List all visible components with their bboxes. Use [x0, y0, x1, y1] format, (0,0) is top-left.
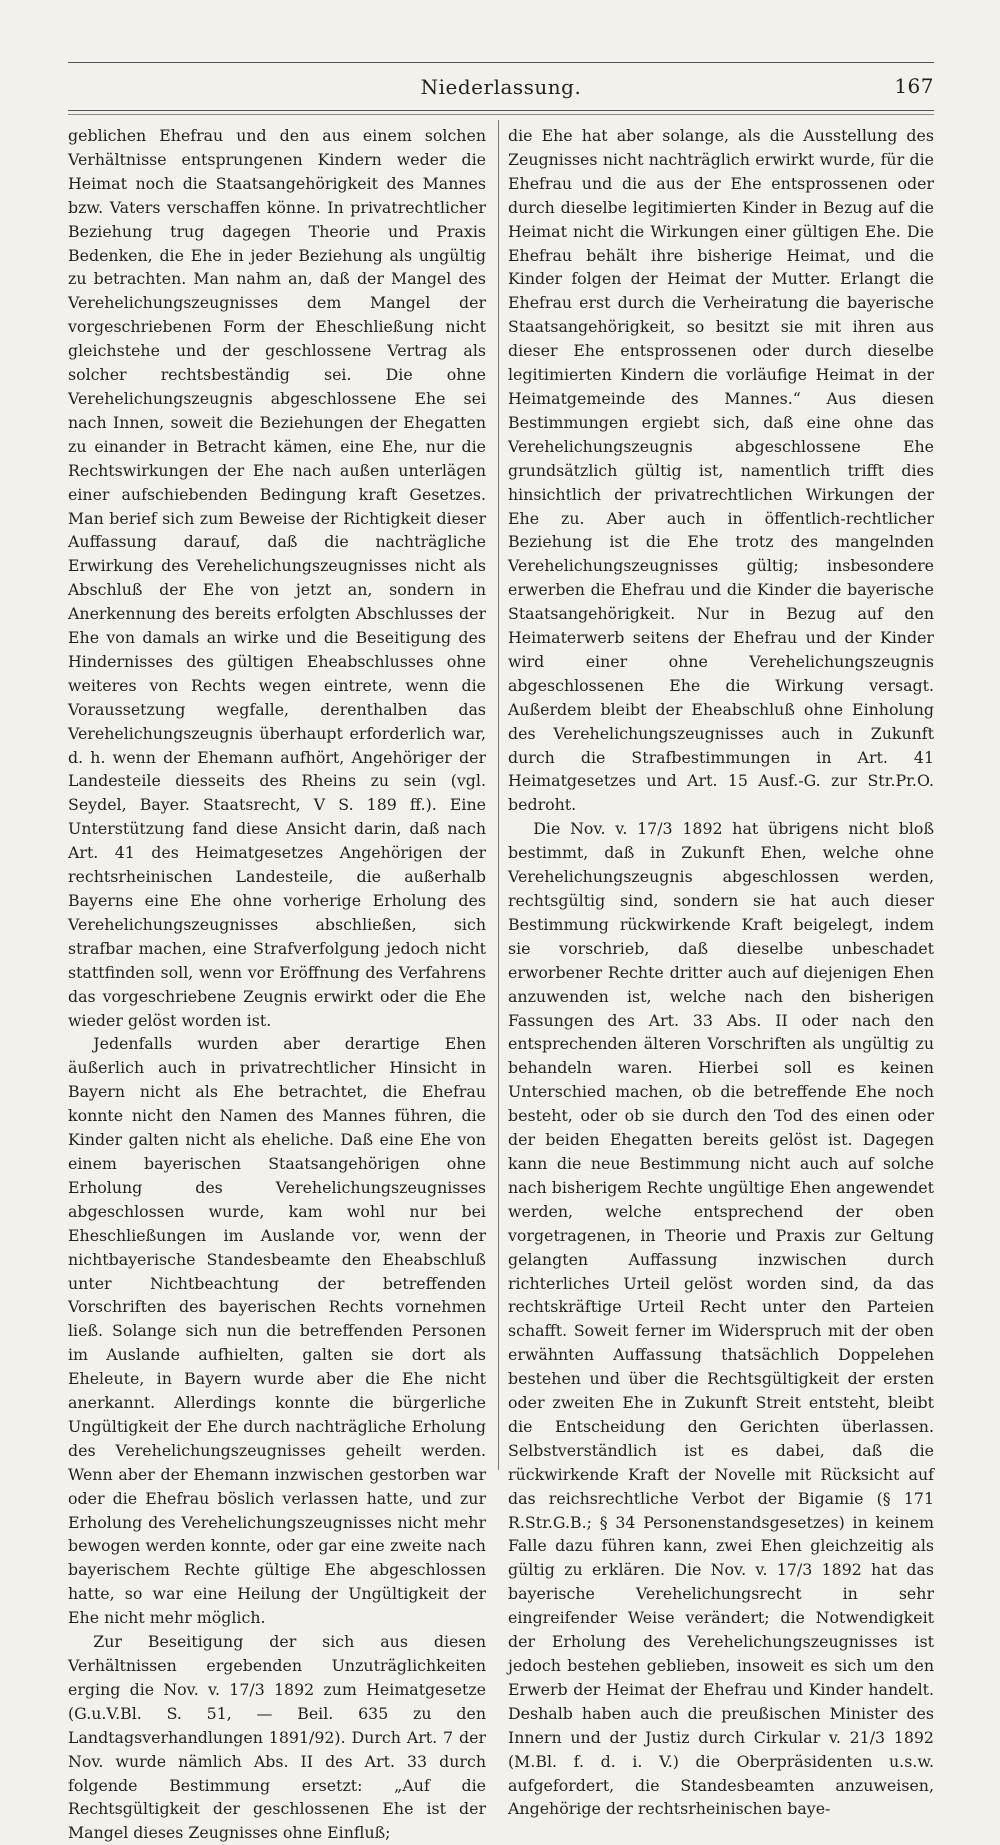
right-column	[508, 124, 934, 1821]
left-paragraph-1: geblichen Ehefrau und den aus einem solchen Verhältnisse entsprungenen Kindern weder die Heimat noch die Staatsangehörigkeit des Mannes bzw. Vaters verschaffen könne. In privatrechtlicher Beziehung trug dagegen Theorie und Praxis Bedenken, die Ehe in jeder Beziehung als ungültig zu betrachten. Man nahm an, daß der Mangel des Verehelichungszeugnisses dem Mangel der vorgeschriebenen Form der Eheschließung nicht gleichstehe und der geschlossene Vertrag als solcher rechtsbeständig sei. Die ohne Verehelichungszeugnis abgeschlossene Ehe sei nach Innen, soweit die Beziehungen der Ehegatten zu einander in Betracht kämen, eine Ehe, nur die Rechtswirkungen der Ehe nach außen unterlägen einer aufschiebenden Bedingung kraft Gesetzes. Man berief sich zum Beweise der Richtigkeit dieser Auffassung darauf, daß die nachträgliche Erwirkung des Verehelichungszeugnisses nicht als Abschluß der Ehe von jetzt an, sondern in Anerkennung des bereits erfolgten Abschlusses der Ehe von damals an wirke und die Beseitigung des Hindernisses des gültigen Eheabschlusses ohne weiteres von Rechts wegen eintrete, wenn die Voraussetzung wegfalle, derenthalben das Verehelichungszeugnis überhaupt erforderlich war, d. h. wenn der Ehemann aufhört, Angehöriger der Landesteile diesseits des Rheins zu sein (vgl. Seydel, Bayer. Staatsrecht, V S. 189 ff.). Eine Unterstützung fand diese Ansicht darin, daß nach Art. 41 des Heimatgesetzes Angehörigen der rechtsrheinischen Landesteile, die außerhalb Bayerns eine Ehe ohne vorherige Erholung des Verehelichungszeugnisses abschließen, sich strafbar machen, eine Strafverfolgung jedoch nicht stattfinden soll, wenn vor Eröffnung des Verfahrens das vorgeschriebene Zeugnis erwirkt oder die Ehe wieder gelöst worden ist.	[68, 126, 486, 1030]
running-title: Niederlassung.	[420, 75, 582, 99]
header-rule	[68, 110, 934, 111]
page-number: 167	[894, 74, 934, 98]
left-paragraph-2: Jedenfalls wurden aber derartige Ehen äußerlich auch in privatrechtlicher Hinsicht in Bayern nicht als Ehe betrachtet, die Ehefrau konnte nicht den Namen des Mannes führen, die Kinder galten nicht als eheliche. Daß eine Ehe von einem bayerischen Staatsangehörigen ohne Erholung des Verehelichungszeugnisses abgeschlossen wurde, kam wohl nur bei Eheschließungen im Auslande vor, wenn der nichtbayerische Standesbeamte den Eheabschluß unter Nichtbeachtung der betreffenden Vorschriften des bayerischen Rechts vornehmen ließ. Solange sich nun die betreffenden Personen im Auslande aufhielten, galten sie dort als Eheleute, in Bayern wurde aber die Ehe nicht anerkannt. Allerdings konnte die bürgerliche Ungültigkeit der Ehe durch nachträgliche Erholung des Verehelichungszeugnisses geheilt werden. Wenn aber der Ehemann inzwischen gestorben war oder die Ehefrau böslich verlassen hatte, und zur Erholung des Verehelichungszeugnisses nicht mehr bewogen werden konnte, oder gar eine zweite nach bayerischem Rechte gültige Ehe abgeschlossen hatte, so war eine Heilung der Ungültigkeit der Ehe nicht mehr möglich.	[68, 1034, 486, 1628]
column-divider	[498, 120, 499, 1470]
running-header	[68, 72, 934, 102]
right-paragraph-2: Die Nov. v. 17/3 1892 hat übrigens nicht bloß bestimmt, daß in Zukunft Ehen, welche ohne Verehelichungszeugnis abgeschlossen werden, rechtsgültig sind, sondern sie hat auch dieser Bestimmung rückwirkende Kraft beigelegt, indem sie vorschrieb, daß dieselbe unbeschadet erworbener Rechte dritter auch auf diejenigen Ehen anzuwenden ist, welche nach den bisherigen Fassungen des Art. 33 Abs. II oder nach den entsprechenden älteren Vorschriften als ungültig zu behandeln waren. Hierbei soll es keinen Unterschied machen, ob die betreffende Ehe noch besteht, oder ob sie durch den Tod des einen oder der beiden Ehegatten bereits gelöst ist. Dagegen kann die neue Bestimmung nicht auch auf solche nach bisherigem Rechte ungültige Ehen angewendet werden, welche entsprechend der oben vorgetragenen, in Theorie und Praxis zur Geltung gelangten Auffassung inzwischen durch richterliches Urteil gelöst worden sind, da das rechtskräftige Urteil Recht unter den Parteien schafft. Soweit ferner im Widerspruch mit der oben erwähnten Auffassung thatsächlich Doppelehen bestehen und über die Rechtsgültigkeit der ersten oder zweiten Ehe in Zukunft Streit entsteht, bleibt die Entscheidung den Gerichten überlassen. Selbstverständlich ist es dabei, daß die rückwirkende Kraft der Novelle mit Rücksicht auf das reichsrechtliche Verbot der Bigamie (§ 171 R.Str.G.B.; § 34 Personenstandsgesetzes) in keinem Falle dazu führen kann, zwei Ehen gleichzeitig als gültig zu erklären. Die Nov. v. 17/3 1892 hat das bayerische Verehelichungsrecht in sehr eingreifender Weise verändert; die Notwendigkeit der Erholung des Verehelichungszeugnisses ist jedoch bestehen geblieben, insoweit es sich um den Erwerb der Heimat der Ehefrau und Kinder handelt. Deshalb haben auch die preußischen Minister des Innern und der Justiz durch Cirkular v. 21/3 1892 (M.Bl. f. d. i. V.) die Oberpräsidenten u.s.w. aufgefordert, die Standesbeamten anzuweisen, Angehörige der rechtsrheinischen baye-	[508, 819, 934, 1819]
left-column	[68, 124, 486, 1845]
left-paragraph-3: Zur Beseitigung der sich aus diesen Verhältnissen ergebenden Unzuträglichkeiten erging die Nov. v. 17/3 1892 zum Heimatgesetze (G.u.V.Bl. S. 51, — Beil. 635 zu den Landtagsverhandlungen 1891/92). Durch Art. 7 der Nov. wurde nämlich Abs. II des Art. 33 durch folgende Bestimmung ersetzt: „Auf die Rechtsgültigkeit der geschlossenen Ehe ist der Mangel dieses Zeugnisses ohne Einfluß;	[68, 1632, 486, 1843]
right-paragraph-1: die Ehe hat aber solange, als die Ausstellung des Zeugnisses nicht nachträglich erwirkt wurde, für die Ehefrau und die aus der Ehe entsprossenen oder durch dieselbe legitimierten Kinder in Bezug auf die Heimat nicht die Wirkungen einer gültigen Ehe. Die Ehefrau behält ihre bisherige Heimat, und die Kinder folgen der Heimat der Mutter. Erlangt die Ehefrau erst durch die Verheiratung die bayerische Staatsangehörigkeit, so besitzt sie mit ihren aus dieser Ehe entsprossenen oder durch dieselbe legitimierten Kindern die vorläufige Heimat in der Heimatgemeinde des Mannes.“ Aus diesen Bestimmungen ergiebt sich, daß eine ohne das Verehelichungszeugnis abgeschlossene Ehe grundsätzlich gültig ist, namentlich trifft dies hinsichtlich der privatrechtlichen Wirkungen der Ehe zu. Aber auch in öffentlich-rechtlicher Beziehung ist die Ehe trotz des mangelnden Verehelichungszeugnisses gültig; insbesondere erwerben die Ehefrau und die Kinder die bayerische Staatsangehörigkeit. Nur in Bezug auf den Heimaterwerb seitens der Ehefrau und der Kinder wird einer ohne Verehelichungszeugnis abgeschlossenen Ehe die Wirkung versagt. Außerdem bleibt der Eheabschluß ohne Einholung des Verehelichungszeugnisses auch in Zukunft durch die Strafbestimmungen in Art. 41 Heimatgesetzes und Art. 15 Ausf.-G. zur Str.Pr.O. bedroht.	[508, 126, 934, 815]
top-rule	[68, 62, 934, 63]
header-rule-thin	[68, 114, 934, 115]
